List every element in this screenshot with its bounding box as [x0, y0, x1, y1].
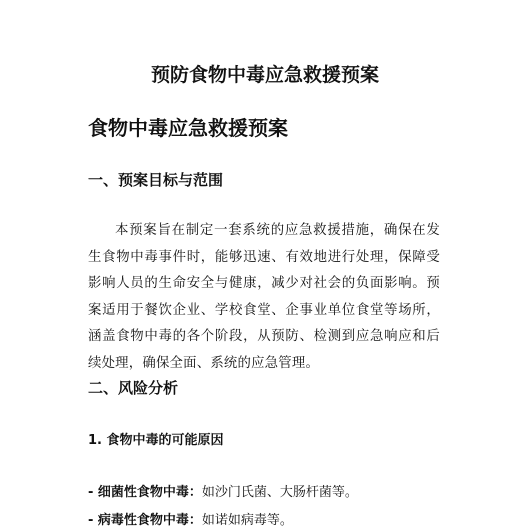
list-item-viral — [88, 511, 293, 531]
list-item-label: - 病毒性食物中毒： — [88, 513, 202, 528]
list-item-label: - 细菌性食物中毒： — [88, 485, 202, 500]
list-item-text: 如沙门氏菌、大肠杆菌等。 — [201, 485, 358, 500]
section-heading-goals-scope: 一、预案目标与范围 — [88, 171, 224, 189]
list-item-text: 如诺如病毒等。 — [201, 513, 293, 528]
section-heading-risk-analysis: 二、风险分析 — [88, 379, 179, 397]
document-title: 预防食物中毒应急救援预案 — [150, 64, 379, 86]
document-heading: 食物中毒应急救援预案 — [88, 116, 288, 140]
section-paragraph-goals-scope: 本预案旨在制定一套系统的应急救援措施，确保在发生食物中毒事件时，能够迅速、有效地进行处理，保障受影响人员的生命安全与健康，减少对社会的负面影响。预案适用于餐饮企业、学校食堂、企事业单位食堂等场所，涵盖食物中毒的各个阶段，从预防、检测到应急响应和后续处理，确保全面、系统的应急管理。 — [88, 223, 440, 371]
subheading-possible-causes: 1. 食物中毒的可能原因 — [88, 433, 224, 448]
list-item-bacterial — [88, 483, 358, 503]
